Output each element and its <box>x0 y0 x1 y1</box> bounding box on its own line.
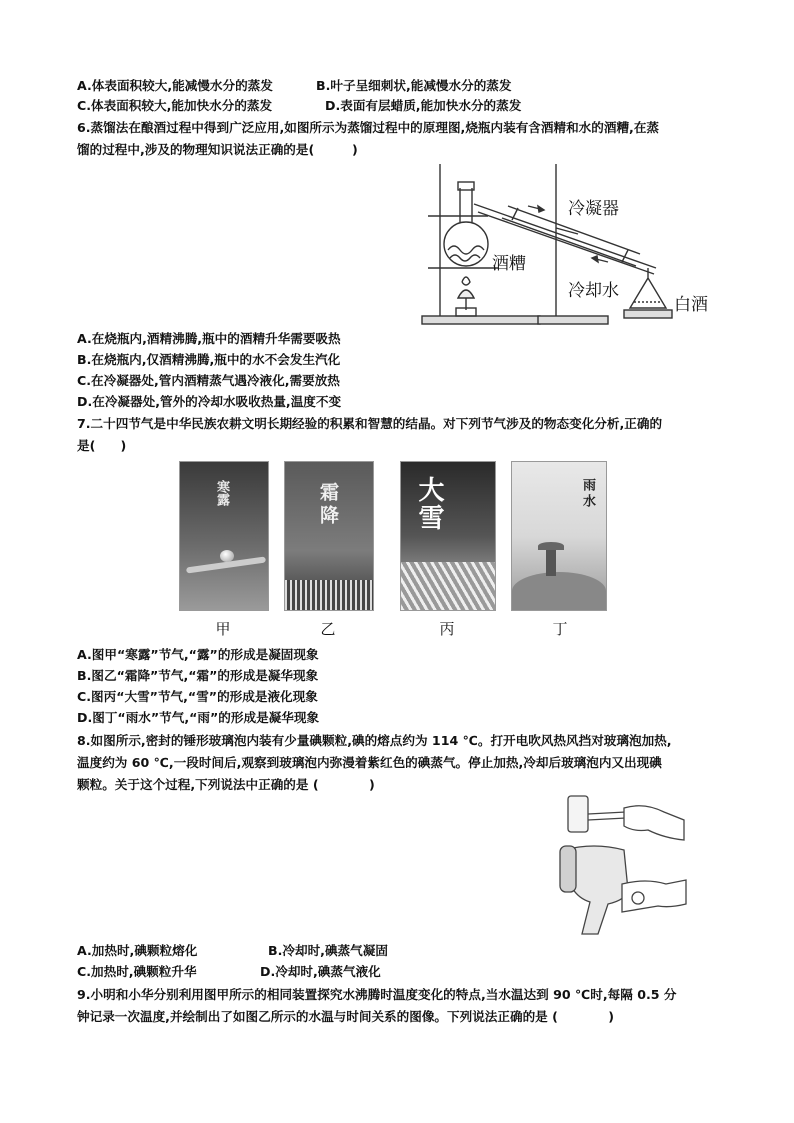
q6-option-b: B.在烧瓶内,仅酒精沸腾,瓶中的水不会发生汽化 <box>77 352 341 367</box>
distillation-diagram <box>418 158 718 328</box>
q9-stem-line2: 钟记录一次温度,并绘制出了如图乙所示的水温与时间关系的图像。下列说法正确的是 ( ) <box>77 1009 615 1024</box>
caption-jia: 甲 <box>215 620 231 638</box>
q5-option-c: C.体表面积较大,能加快水分的蒸发 <box>77 98 273 113</box>
q7-option-b: B.图乙“霜降”节气,“霜”的形成是凝华现象 <box>77 668 319 683</box>
q6-option-c: C.在冷凝器处,管内酒精蒸气遇冷液化,需要放热 <box>77 373 340 388</box>
q7-stem-line2: 是( ) <box>77 438 127 453</box>
frost-grass-graphic <box>285 580 373 610</box>
q7-stem-line1: 7.二十四节气是中华民族农耕文明长期经验的积累和智慧的结晶。对下列节气涉及的物态变化分析,正确的 <box>77 416 663 431</box>
q7-option-d: D.图丁“雨水”节气,“雨”的形成是凝华现象 <box>77 710 320 725</box>
snow-crystal-graphic <box>401 562 495 610</box>
poster-title: 寒露 <box>214 480 229 506</box>
poster-title: 雨水 <box>580 478 595 510</box>
q9-stem-line1: 9.小明和小华分别利用图甲所示的相同装置探究水沸腾时温度变化的特点,当水温达到 90 ℃时,每隔 0.5 分 <box>77 987 677 1002</box>
hair-dryer-graphic <box>556 790 690 940</box>
q8-stem-line3: 颗粒。关于这个过程,下列说法中正确的是 ( ) <box>77 777 375 792</box>
caption-bing: 丙 <box>439 620 455 638</box>
poster-title: 霜降 <box>317 482 339 528</box>
umbrella-graphic <box>538 542 564 550</box>
q5-option-b: B.叶子呈细刺状,能减慢水分的蒸发 <box>316 78 512 93</box>
q6-option-d: D.在冷凝器处,管外的冷却水吸收热量,温度不变 <box>77 394 342 409</box>
farmer-figure-graphic <box>546 548 556 576</box>
caption-ding: 丁 <box>552 620 568 638</box>
q6-option-a: A.在烧瓶内,酒精沸腾,瓶中的酒精升华需要吸热 <box>77 331 341 346</box>
distillation-apparatus-graphic <box>418 158 718 328</box>
q8-option-a: A.加热时,碘颗粒熔化 <box>77 943 198 958</box>
q7-option-a: A.图甲“寒露”节气,“露”的形成是凝固现象 <box>77 647 319 662</box>
q7-option-c: C.图丙“大雪”节气,“雪”的形成是液化现象 <box>77 689 318 704</box>
hair-dryer-figure <box>556 790 690 940</box>
q8-option-d: D.冷却时,碘蒸气液化 <box>260 964 381 979</box>
q8-option-c: C.加热时,碘颗粒升华 <box>77 964 197 979</box>
label-liquor: 白酒 <box>674 295 708 315</box>
label-condenser: 冷凝器 <box>568 199 619 219</box>
q8-option-b: B.冷却时,碘蒸气凝固 <box>268 943 388 958</box>
poster-cold-dew <box>179 461 269 611</box>
label-mash: 酒糟 <box>492 254 526 274</box>
q8-stem-line1: 8.如图所示,密封的锤形玻璃泡内装有少量碘颗粒,碘的熔点约为 114 ℃。打开电吹风热风挡对玻璃泡加热, <box>77 733 672 748</box>
q6-stem-line2: 馏的过程中,涉及的物理知识说法正确的是( ) <box>77 142 358 157</box>
poster-rain-water <box>511 461 607 611</box>
poster-great-snow <box>400 461 496 611</box>
poster-title: 大雪 <box>414 476 444 532</box>
q6-stem-line1: 6.蒸馏法在酿酒过程中得到广泛应用,如图所示为蒸馏过程中的原理图,烧瓶内装有含酒精和水的酒糟,在蒸 <box>77 120 660 135</box>
q5-option-a: A.体表面积较大,能减慢水分的蒸发 <box>77 78 273 93</box>
label-cooling-water: 冷却水 <box>568 281 619 301</box>
hill-graphic <box>512 572 606 610</box>
dew-drop-graphic <box>220 550 234 562</box>
q5-option-d: D.表面有层蜡质,能加快水分的蒸发 <box>325 98 522 113</box>
poster-frost-descent <box>284 461 374 611</box>
q8-stem-line2: 温度约为 60 ℃,一段时间后,观察到玻璃泡内弥漫着紫红色的碘蒸气。停止加热,冷却后玻璃泡内又出现碘 <box>77 755 662 770</box>
caption-yi: 乙 <box>320 620 336 638</box>
